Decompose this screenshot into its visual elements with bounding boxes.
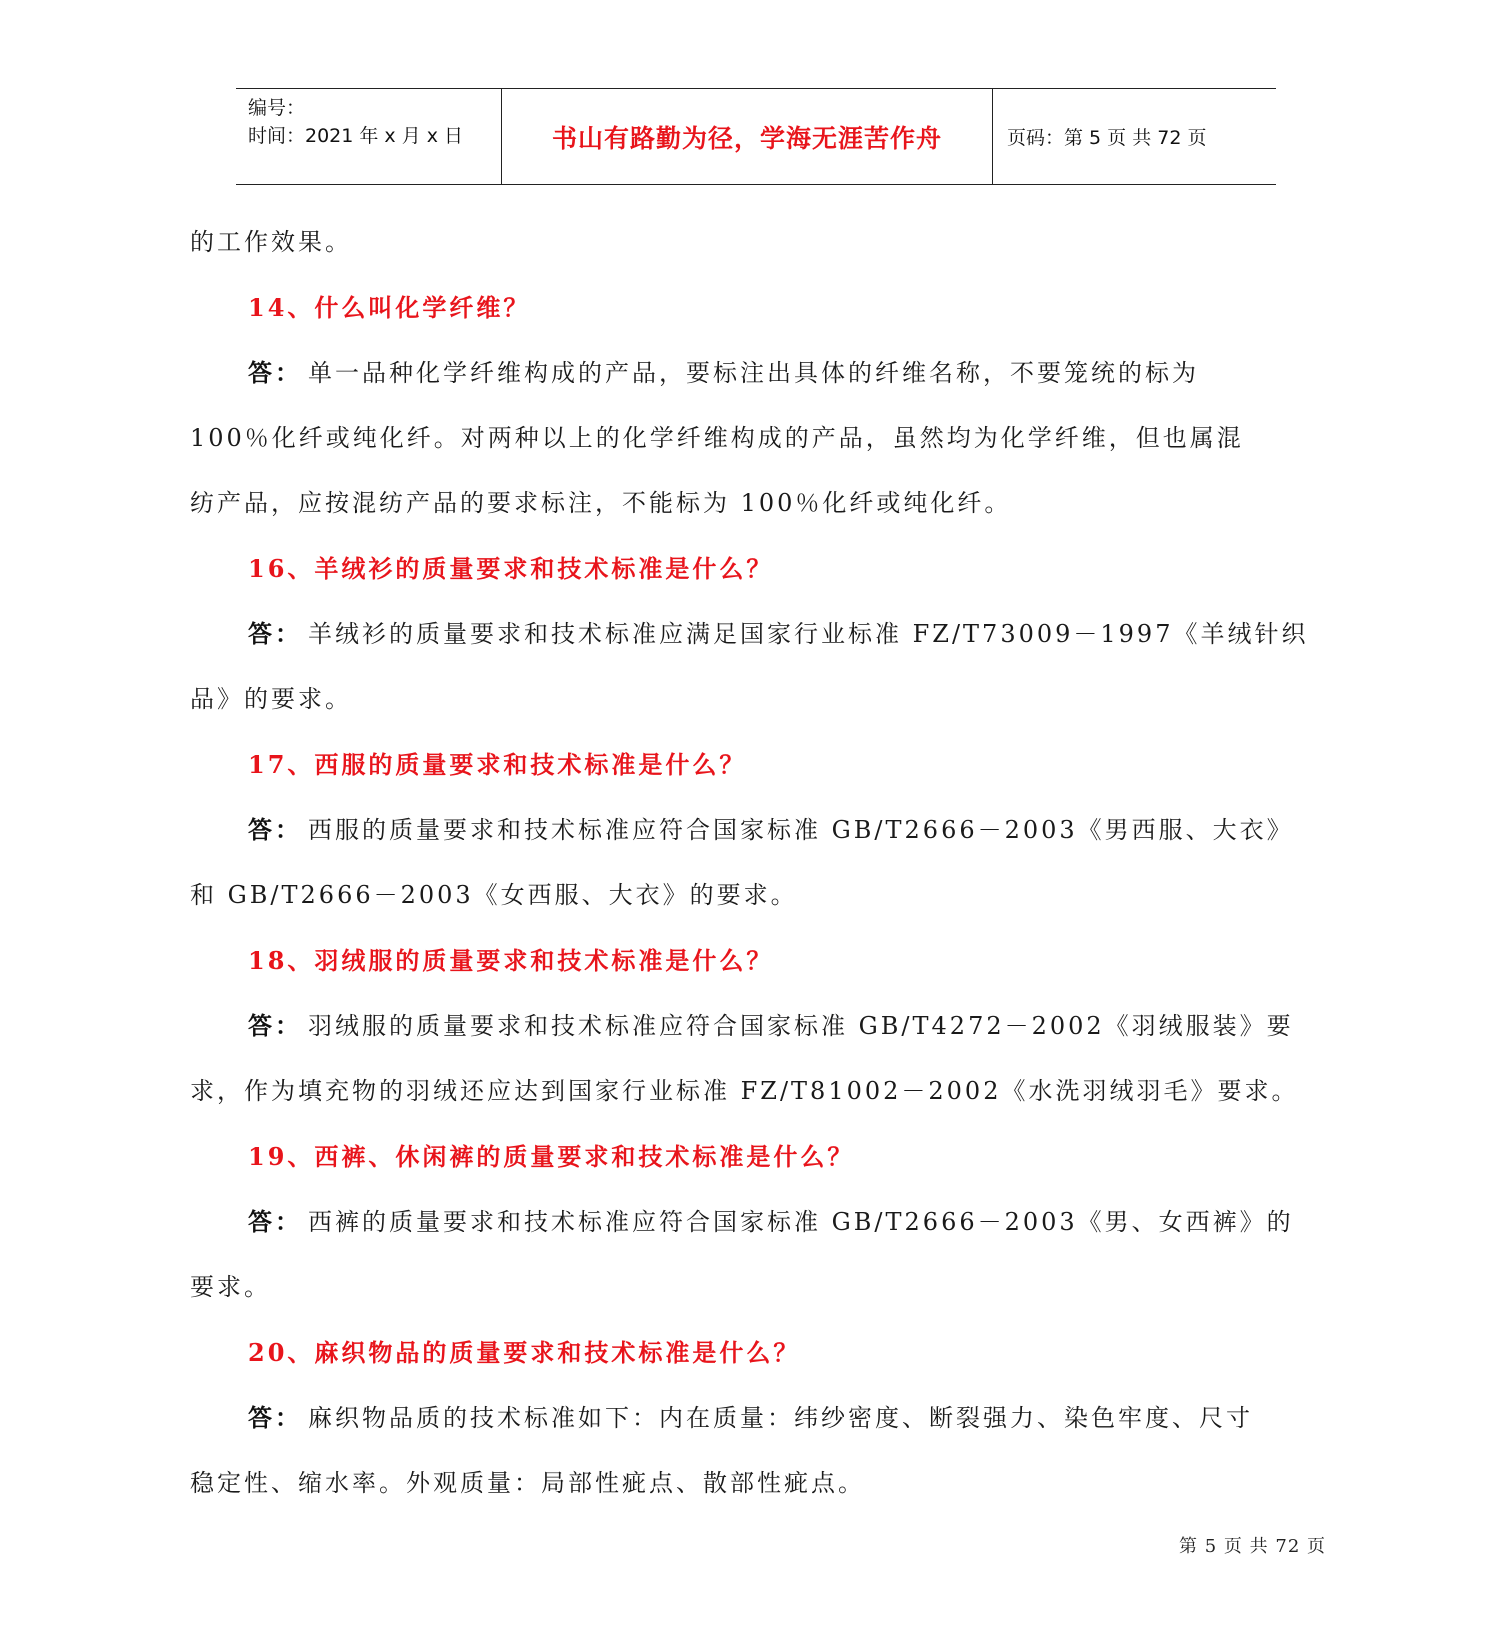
answer-label: 答： — [248, 1207, 302, 1236]
answer-text: 西裤的质量要求和技术标准应符合国家标准 GB/T2666－2003《男、女西裤》的 — [308, 1208, 1294, 1236]
answer-14-line-1 — [190, 340, 1320, 406]
header-motto: 书山有路勤为径，学海无涯苦作舟 — [551, 123, 942, 153]
answer-text: 麻织物品质的技术标准如下：内在质量：纬纱密度、断裂强力、染色牢度、尺寸 — [308, 1404, 1253, 1432]
answer-14-line-3: 纺产品，应按混纺产品的要求标注，不能标为 100％化纤或纯化纤。 — [190, 489, 1012, 517]
answer-label: 答： — [248, 1011, 302, 1040]
document-time-label: 时间：2021 年 x 月 x 日 — [248, 125, 464, 147]
answer-18-line-2: 求，作为填充物的羽绒还应达到国家行业标准 FZ/T81002－2002《水洗羽绒羽毛》要求。 — [190, 1077, 1299, 1105]
answer-20-line-1 — [190, 1385, 1320, 1451]
answer-16-line-2: 品》的要求。 — [190, 685, 352, 713]
question-heading-20: 20、麻织物品的质量要求和技术标准是什么？ — [248, 1338, 801, 1367]
header-page-info: 页码：第 5 页 共 72 页 — [1007, 127, 1207, 149]
answer-19-line-1 — [190, 1189, 1320, 1255]
answer-text: 单一品种化学纤维构成的产品，要标注出具体的纤维名称，不要笼统的标为 — [308, 359, 1199, 387]
page-header — [236, 88, 1276, 185]
question-heading-17: 17、西服的质量要求和技术标准是什么？ — [248, 750, 747, 779]
question-heading-16: 16、羊绒衫的质量要求和技术标准是什么？ — [248, 554, 774, 583]
question-heading-18: 18、羽绒服的质量要求和技术标准是什么？ — [248, 946, 774, 975]
paragraph-continuation: 的工作效果。 — [190, 228, 352, 256]
answer-label: 答： — [248, 1403, 302, 1432]
answer-18-line-1 — [190, 993, 1320, 1059]
answer-17-line-1 — [190, 797, 1320, 863]
document-number-label: 编号： — [248, 97, 306, 119]
answer-17-line-2: 和 GB/T2666－2003《女西服、大衣》的要求。 — [190, 881, 798, 909]
header-motto-cell — [502, 89, 993, 184]
question-heading-19: 19、西裤、休闲裤的质量要求和技术标准是什么？ — [248, 1142, 855, 1171]
header-meta-cell — [236, 89, 502, 184]
answer-text: 西服的质量要求和技术标准应符合国家标准 GB/T2666－2003《男西服、大衣》 — [308, 816, 1294, 844]
answer-text: 羊绒衫的质量要求和技术标准应满足国家行业标准 FZ/T73009－1997《羊绒针织 — [308, 620, 1309, 648]
answer-20-line-2: 稳定性、缩水率。外观质量：局部性疵点、散部性疵点。 — [190, 1469, 865, 1497]
header-page-cell — [993, 89, 1276, 184]
answer-text: 羽绒服的质量要求和技术标准应符合国家标准 GB/T4272－2002《羽绒服装》要 — [308, 1012, 1294, 1040]
answer-19-line-2: 要求。 — [190, 1273, 271, 1301]
answer-14-line-2: 100％化纤或纯化纤。对两种以上的化学纤维构成的产品，虽然均为化学纤维，但也属混 — [190, 424, 1244, 452]
answer-label: 答： — [248, 815, 302, 844]
answer-16-line-1 — [190, 601, 1320, 667]
document-body — [190, 210, 1320, 1516]
page-footer: 第 5 页 共 72 页 — [1179, 1536, 1326, 1557]
answer-label: 答： — [248, 619, 302, 648]
answer-label: 答： — [248, 358, 302, 387]
question-heading-14: 14、什么叫化学纤维？ — [248, 293, 531, 322]
